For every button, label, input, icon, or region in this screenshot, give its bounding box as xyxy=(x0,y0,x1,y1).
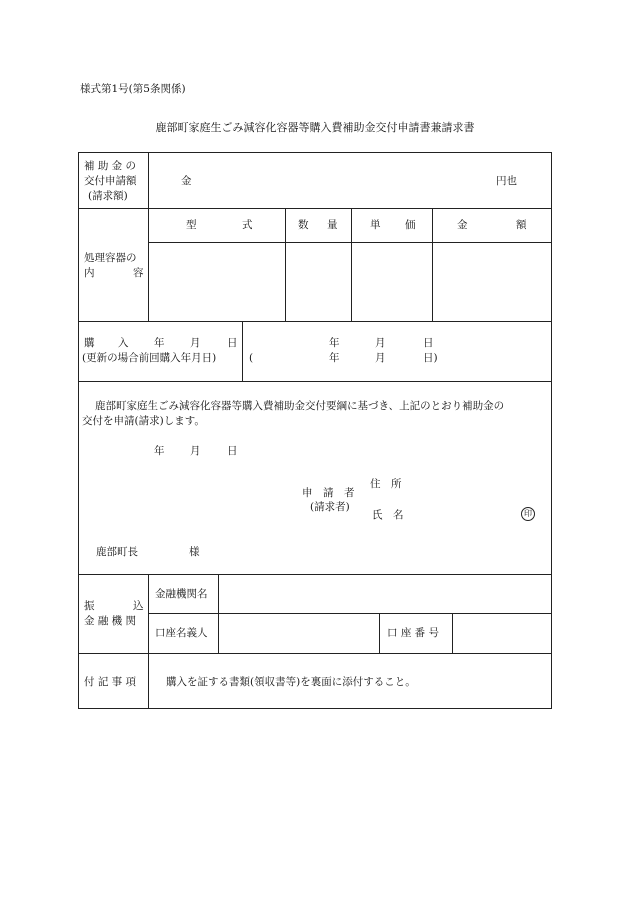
previous-open-paren: ( xyxy=(249,352,254,364)
container-label-line2-a: 内 xyxy=(84,267,95,279)
address-label: 住 所 xyxy=(370,478,402,490)
divider-purchase xyxy=(78,381,552,382)
declaration-text-line2: 交付を申請(請求)します。 xyxy=(82,415,205,427)
col-divider-account-number xyxy=(452,613,453,653)
name-label: 氏 名 xyxy=(372,509,404,521)
declaration-year: 年 xyxy=(154,445,165,457)
account-holder-label: 口座名義人 xyxy=(155,627,208,639)
previous-month: 月 xyxy=(375,352,386,364)
declaration-day: 日 xyxy=(227,445,238,457)
transfer-label-line2: 金 融 機 関 xyxy=(84,615,137,627)
col-divider-transfer xyxy=(148,574,149,709)
col-header-model-b: 式 xyxy=(242,219,253,231)
declaration-month: 月 xyxy=(190,445,201,457)
col-divider-purchase xyxy=(242,321,243,381)
col-header-qty-a: 数 xyxy=(298,219,309,231)
col-header-qty-b: 量 xyxy=(327,219,338,231)
addressee: 鹿部町長 xyxy=(96,546,138,558)
form-table xyxy=(78,152,552,709)
container-label-line1: 処理容器の xyxy=(84,252,137,264)
notes-label: 付 記 事 項 xyxy=(84,676,137,688)
purchase-month: 月 xyxy=(375,337,386,349)
col-divider-account-holder xyxy=(379,613,380,653)
divider-container xyxy=(78,321,552,322)
col-divider-bank-label xyxy=(218,574,219,653)
col-divider-price xyxy=(432,208,433,321)
col-header-price-a: 単 xyxy=(370,219,381,231)
bank-name-label: 金融機関名 xyxy=(155,588,208,600)
divider-amount xyxy=(78,208,552,209)
purchase-day: 日 xyxy=(423,337,434,349)
purchase-year: 年 xyxy=(329,337,340,349)
honorific: 様 xyxy=(189,546,200,558)
notes-text: 購入を証する書類(領収書等)を裏面に添付すること。 xyxy=(166,676,416,688)
previous-year: 年 xyxy=(329,352,340,364)
container-label-line2-b: 容 xyxy=(133,267,144,279)
col-header-model-a: 型 xyxy=(186,219,197,231)
amount-label-line3: (請求額) xyxy=(88,190,128,202)
col-header-price-b: 価 xyxy=(405,219,416,231)
col-header-amount-b: 額 xyxy=(516,219,527,231)
transfer-label-b: 込 xyxy=(133,600,144,612)
col-divider-model xyxy=(285,208,286,321)
previous-day-close: 日) xyxy=(423,352,438,364)
divider-container-header xyxy=(148,242,552,243)
divider-declaration xyxy=(78,574,552,575)
purchase-label-day: 日 xyxy=(227,337,238,349)
col-divider-qty xyxy=(351,208,352,321)
purchase-label-month: 月 xyxy=(190,337,201,349)
applicant-label-sub: (請求者) xyxy=(310,501,350,513)
amount-prefix: 金 xyxy=(181,175,192,187)
document-title: 鹿部町家庭生ごみ減容化容器等購入費補助金交付申請書兼請求書 xyxy=(155,121,475,134)
purchase-label-b: 入 xyxy=(118,337,129,349)
amount-label-line2: 交付申請額 xyxy=(84,175,137,187)
col-header-amount-a: 金 xyxy=(457,219,468,231)
amount-label-line1: 補 助 金 の xyxy=(84,160,137,172)
account-number-label: 口 座 番 号 xyxy=(387,627,440,639)
amount-suffix: 円也 xyxy=(496,175,517,187)
purchase-label-line2: (更新の場合前回購入年月日) xyxy=(82,352,217,364)
purchase-label-a: 購 xyxy=(84,337,95,349)
purchase-label-year: 年 xyxy=(154,337,165,349)
form-number: 様式第1号(第5条関係) xyxy=(80,83,186,95)
applicant-label: 申 請 者 xyxy=(302,487,355,499)
seal-mark: 印 xyxy=(521,507,535,521)
transfer-label-a: 振 xyxy=(84,600,95,612)
declaration-text-line1: 鹿部町家庭生ごみ減容化容器等購入費補助金交付要綱に基づき、上記のとおり補助金の xyxy=(95,400,505,412)
col-divider-label xyxy=(148,152,149,321)
divider-bank xyxy=(148,613,552,614)
divider-transfer xyxy=(78,653,552,654)
